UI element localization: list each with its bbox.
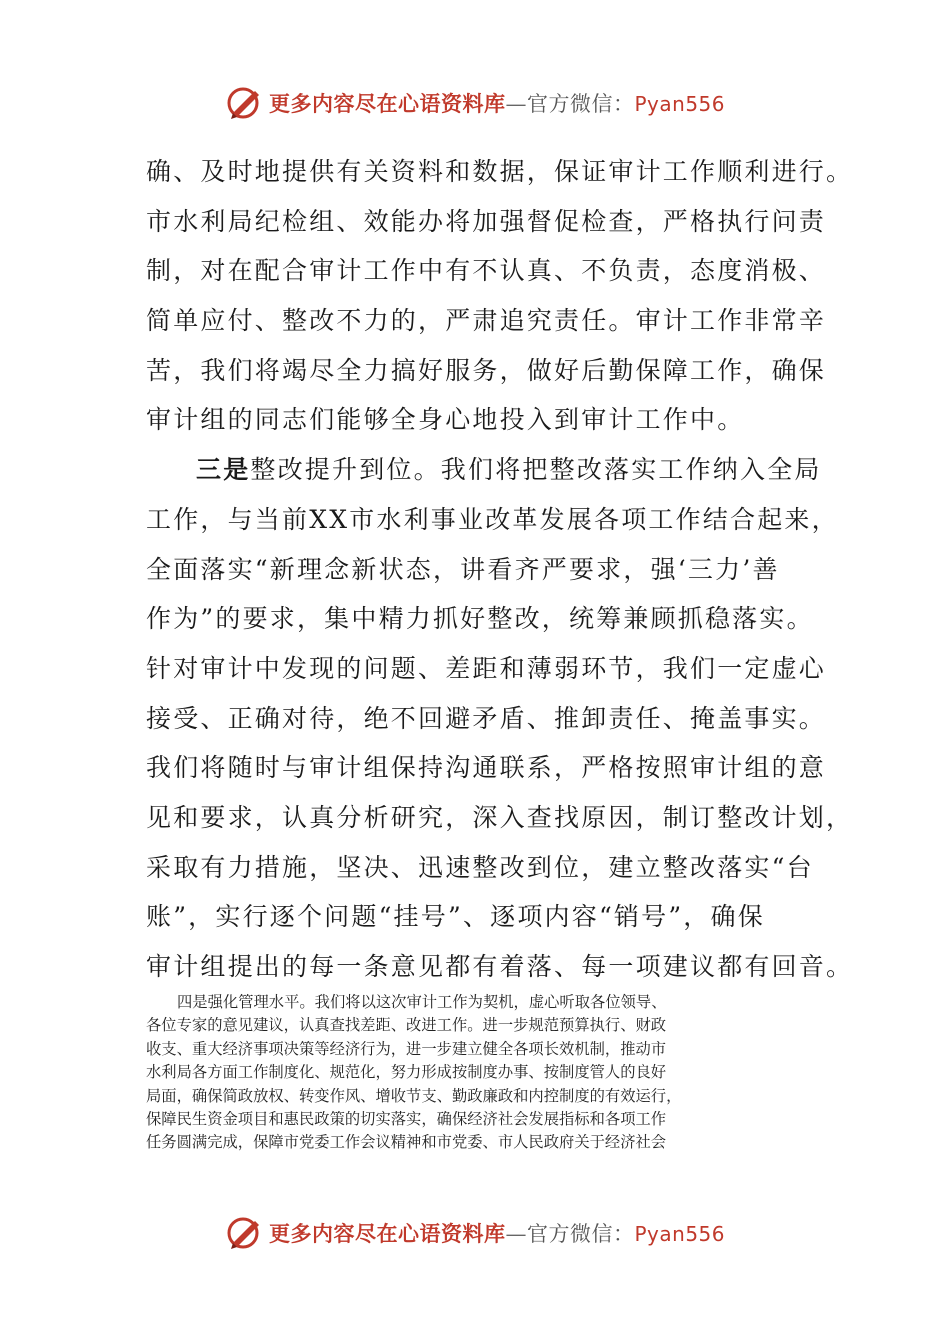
banner-official-label: 官方微信： [526,92,635,116]
text-line: 苦，我们将竭尽全力搞好服务，做好后勤保障工作，确保 [146,355,827,385]
small-text-line: 收支、重大经济事项决策等经济行为，进一步建立健全各项长效机制，推动市 [146,1039,667,1058]
section-three-heading-line [146,445,822,495]
banner-text [269,1218,725,1248]
text-line: 简单应付、整改不力的，严肃追究责任。审计工作非常辛 [146,306,827,336]
text-line: 我们将随时与审计组保持沟通联系，严格按照审计组的意 [146,753,827,783]
footer-banner [0,1208,950,1258]
text-line: 见和要求，认真分析研究，深入查找原因，制订整改计划， [146,802,854,832]
small-paragraph [146,991,806,1155]
banner-brand: 更多内容尽在心语资料库 [268,1221,506,1246]
banner-official-label: 官方微信： [526,1222,635,1246]
banner-wechat-id: Pyan556 [634,1222,725,1246]
text-line: 审计组的同志们能够全身心地投入到审计工作中。 [146,405,745,435]
section-three-lead: 三是 [196,455,251,485]
small-text-line: 保障民生资金项目和惠民政策的切实落实，确保经济社会发展指标和各项工作 [146,1109,667,1128]
text-line: 工作，与当前XX市水利事业改革发展各项工作结合起来， [146,504,839,534]
text-line: 针对审计中发现的问题、差距和薄弱环节，我们一定虚心 [146,653,827,683]
pen-logo-icon [225,83,265,123]
text-line: 制，对在配合审计工作中有不认真、不负责，态度消极、 [146,256,827,286]
text-line: 接受、正确对待，绝不回避矛盾、推卸责任、掩盖事实。 [146,703,827,733]
small-text-line: 水利局各方面工作制度化、规范化，努力形成按制度办事、按制度管人的良好 [146,1063,667,1082]
banner-text [269,88,725,118]
text-line: 审计组提出的每一条意见都有着落、每一项建议都有回音。 [146,952,854,981]
text-line: 采取有力措施，坚决、迅速整改到位，建立整改落实“台 [146,852,814,882]
small-text-line: 任务圆满完成，保障市党委工作会议精神和市党委、市人民政府关于经济社会 [146,1133,667,1152]
text-line: 作为”的要求，集中精力抓好整改，统筹兼顾抓稳落实。 [146,604,814,634]
section-three-first-line: 整改提升到位。我们将把整改落实工作纳入全局 [250,455,822,485]
small-text-line: 局面，确保简政放权、转变作风、增收节支、勤政廉政和内控制度的有效运行， [146,1086,682,1105]
text-line: 账”，实行逐个问题“挂号”、逐项内容“销号”，确保 [146,902,765,932]
header-banner [0,78,950,128]
text-line: 确、及时地提供有关资料和数据，保证审计工作顺利进行。 [146,157,854,186]
small-text-line: 各位专家的意见建议，认真查找差距、改进工作。进一步规范预算执行、财政 [146,1016,667,1035]
banner-separator: — [505,92,527,116]
banner-brand: 更多内容尽在心语资料库 [268,91,506,116]
small-text-line: 四是强化管理水平。我们将以这次审计工作为契机，虚心听取各位领导、 [177,993,667,1011]
document-body [146,147,854,992]
text-line: 市水利局纪检组、效能办将加强督促检查，严格执行问责 [146,206,827,236]
pen-logo-icon [225,1213,265,1253]
banner-separator: — [505,1222,527,1246]
banner-wechat-id: Pyan556 [634,92,725,116]
text-line: 全面落实“新理念新状态，讲看齐严要求，强‘三力’善 [146,554,780,584]
